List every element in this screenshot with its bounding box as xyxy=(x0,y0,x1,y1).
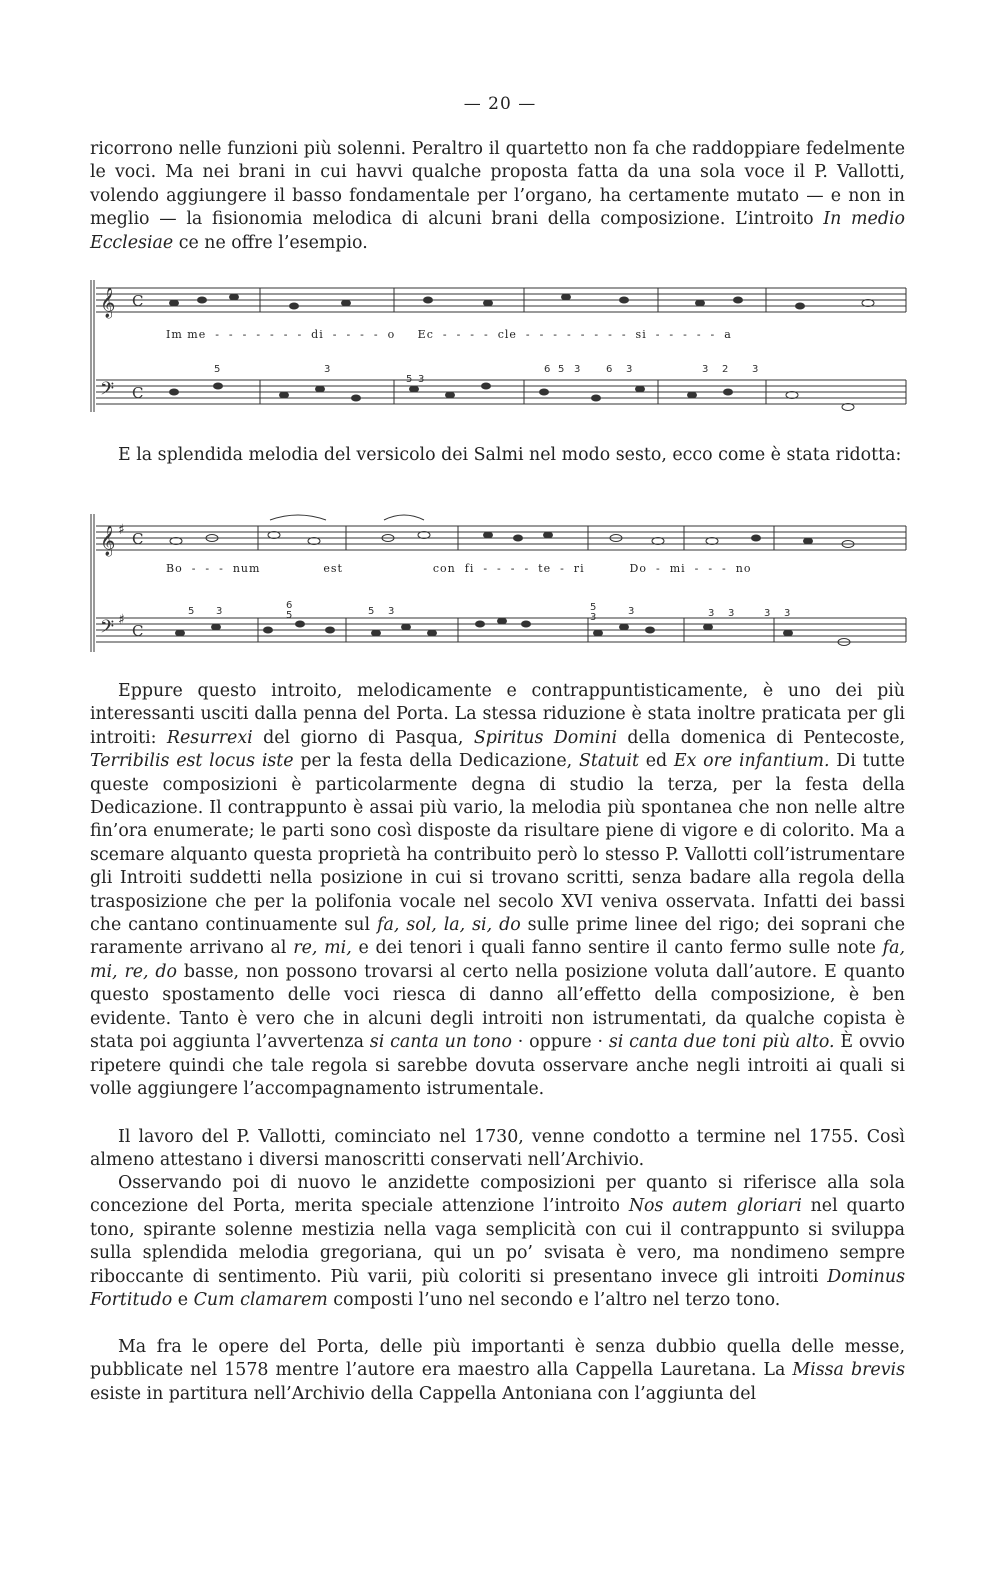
figure-7: 5 xyxy=(590,602,597,613)
svg-text:C: C xyxy=(132,530,144,548)
music-score-1 xyxy=(88,278,908,420)
svg-text:C: C xyxy=(132,622,144,640)
paragraph-4: Il lavoro del P. Vallotti, cominciato nel 1730, venne condotto a termine nel 1755. Così almeno attestano i diversi manoscritti conservati nell’Archivio. xyxy=(90,1127,905,1171)
figure-6: 5 xyxy=(558,364,565,375)
figure-11: 3 xyxy=(728,608,735,619)
paragraph-2: E la splendida melodia del versicolo dei Salmi nel modo sesto, ecco come è stata ridotta: xyxy=(118,445,902,465)
svg-text:C: C xyxy=(132,292,144,310)
figure-2: 3 xyxy=(216,606,223,617)
figure-8: 6 xyxy=(606,364,613,375)
figure-5: 5 xyxy=(368,606,375,617)
figure-12: 3 xyxy=(752,364,759,375)
figure-6: 3 xyxy=(388,606,395,617)
page-number: — 20 — xyxy=(463,94,537,114)
figure-3: 6 xyxy=(286,600,293,611)
score-1-lyrics: Im me - - - - - - - di - - - - o Ec - - - - cle - - - - - - - - si - - - - - a xyxy=(166,328,732,341)
paragraph-3: Eppure questo introito, melodicamente e contrappuntisticamente, è uno dei più interessanti usciti dalla penna del Porta. La stessa riduzione è stata inoltre praticata per gli introiti: Resurrexi del giorno di Pasqua, Spiritus Domini della domenica di Pentecoste, Terribilis est locus iste per la festa della Dedicazione, Statuit ed Ex ore infantium. Di tutte queste composizioni è particolarmente degna di studio la terza, per la festa della Dedicazione. Il contrappunto è assai più vario, la melodia più spontanea che non nelle altre fin’ora enumerate; le parti sono così disposte da risultare piene di vigore e di colorito. Ma a scemare alquanto questa proprietà ha contribuito però lo stesso P. Vallotti coll’istrumentare gli Introiti suddetti nella posizione in cui si trovano scritti, senza badare alla regola della trasposizione che per la polifonia vocale nel secolo XVI veniva osservata. Infatti dei bassi che cantano continuamente sul fa, sol, la, si, do sulle prime linee del rigo; dei soprani che raramente arrivano al re, mi, e dei tenori i quali fanno sentire il canto fermo sulle note fa, mi, re, do basse, non possono trovarsi al certo nella posizione voluta dall’autore. E quanto questo spostamento delle voci riesca di danno all’effetto della composizione, è ben evidente. Tanto è vero che in alcuni degli introiti non istrumentati, da qualche copista è stata poi aggiunta l’avvertenza si canta un tono · oppure · si canta due toni più alto. È ovvio ripetere quindi che tale regola si sarebbe dovuta osservare anche negli introiti ai quali si volle aggiungere l’accompagnamento istrumentale. xyxy=(90,681,906,1099)
figure-13: 3 xyxy=(784,608,791,619)
figure-8: 3 xyxy=(590,612,597,623)
figure-4: 5 xyxy=(286,610,293,621)
figure-9: 3 xyxy=(628,606,635,617)
music-score-2 xyxy=(88,512,908,660)
svg-text:♯: ♯ xyxy=(118,522,125,538)
paragraph-5: Osservando poi di nuovo le anzidette composizioni per quanto si riferisce alla sola concezione del Porta, merita speciale attenzione l’introito Nos autem gloriari nel quarto tono, spirante solenne mestizia nella vaga semplicità con cui il contrappunto si sviluppa sulla splendida melodia gregoriana, qui un po’ svisata è vero, ma nondimeno sempre riboccante di sentimento. Più varii, più coloriti si presentano invece gli introiti Dominus Fortitudo e Cum clamarem composti l’uno nel secondo e l’altro nel terzo tono. xyxy=(90,1173,906,1311)
figure-11: 2 xyxy=(722,364,729,375)
paragraph-6: Ma fra le opere del Porta, delle più importanti è senza dubbio quella delle messe, pubblicate nel 1578 mentre l’autore era maestro alla Cappella Lauretana. La Missa brevis esiste in partitura nell’Archivio della Cappella Antoniana con l’aggiunta del xyxy=(90,1337,905,1404)
svg-text:♯: ♯ xyxy=(118,612,125,628)
svg-text:𝄞: 𝄞 xyxy=(100,526,116,556)
figure-10: 3 xyxy=(702,364,709,375)
svg-text:𝄢: 𝄢 xyxy=(100,617,115,642)
figure-10: 3 xyxy=(708,608,715,619)
svg-text:𝄢: 𝄢 xyxy=(100,379,115,404)
score-1-staves xyxy=(88,278,908,420)
score-2-lyrics: Bo - - - num est con fi - - - - te - ri Do - mi - - - no xyxy=(166,562,752,575)
figure-1: 5 xyxy=(188,606,195,617)
figure-12: 3 xyxy=(764,608,771,619)
figure-4: 3 xyxy=(418,374,425,385)
figure-9: 3 xyxy=(626,364,633,375)
score-2-staves xyxy=(88,512,908,660)
figure-7: 3 xyxy=(574,364,581,375)
svg-text:C: C xyxy=(132,384,144,402)
figure-3: 5 xyxy=(406,374,413,385)
figure-1: 5 xyxy=(214,364,221,375)
svg-text:𝄞: 𝄞 xyxy=(100,288,116,318)
figure-5: 6 xyxy=(544,364,551,375)
paragraph-1: ricorrono nelle funzioni più solenni. Peraltro il quartetto non fa che raddoppiare fedelmente le voci. Ma nei brani in cui havvi qualche proposta fatta da una sola voce il P. Vallotti, volendo aggiungere il basso fondamentale per l’organo, ha certamente mutato — e non in meglio — la fisionomia melodica di alcuni brani della composizione. L’introito In medio Ecclesiae ce ne offre l’esempio. xyxy=(90,139,905,253)
figure-2: 3 xyxy=(324,364,331,375)
